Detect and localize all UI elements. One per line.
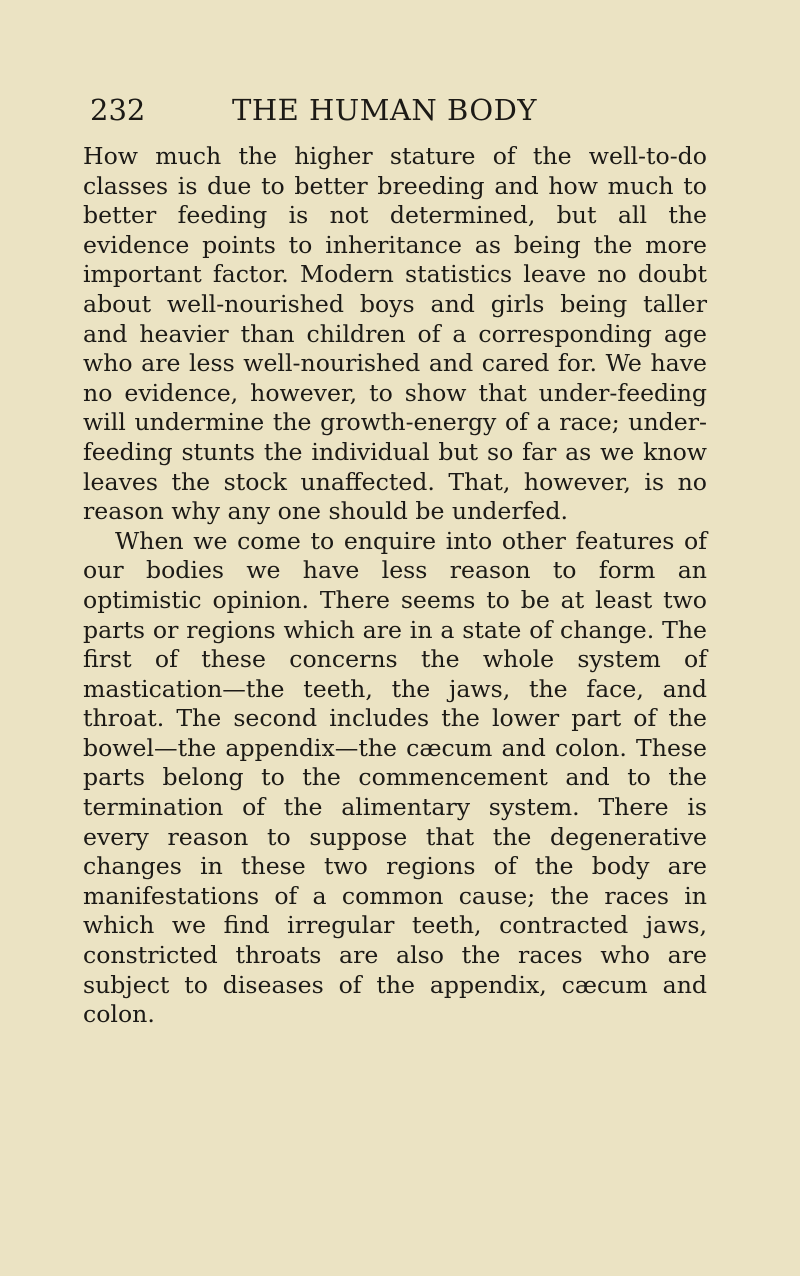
page-header: [90, 90, 710, 130]
running-title: THE HUMAN BODY: [232, 93, 538, 127]
page-number: 232: [90, 93, 146, 127]
paragraph-2: When we come to enquire into other features of our bodies we have less reason to form an optimistic opinion. There seems to be at least two parts or regions which are in a state of change. The first of these concerns the whole system of mastication—the teeth, the jaws, the face, and throat. The second includes the lower part of the bowel—the appendix—the cæcum and colon. These parts belong to the commencement and to the termination of the alimentary system. There is every reason to suppose that the degenerative changes in these two regions of the body are manifestations of a common cause; the races in which we find irregular teeth, contracted jaws, constricted throats are also the races who are subject to diseases of the appendix, cæcum and colon.: [83, 526, 707, 1029]
paragraph-1: How much the higher stature of the well-to-do classes is due to better breeding and how much to better feeding is not determined, but all the evidence points to inheritance as being the more important factor. Modern statistics leave no doubt about well-nourished boys and girls being taller and heavier than children of a corresponding age who are less well-nourished and cared for. We have no evidence, however, to show that under-feeding will undermine the growth-energy of a race; under-feeding stunts the individual but so far as we know leaves the stock unaffected. That, however, is no reason why any one should be underfed.: [83, 142, 707, 526]
body-text: [83, 142, 707, 1030]
